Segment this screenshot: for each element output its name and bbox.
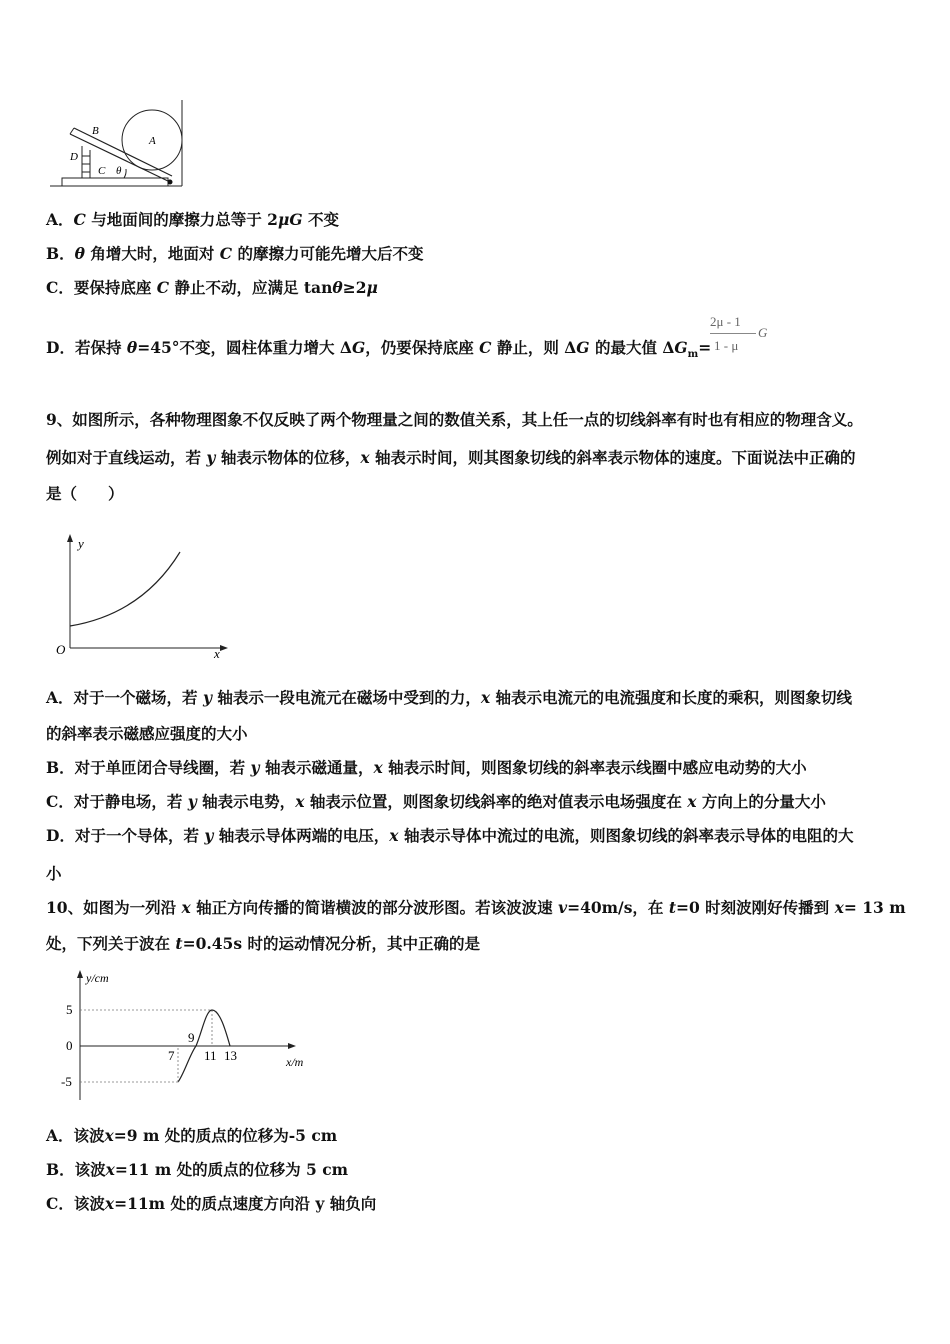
q10-y-axis-label: y/cm [86, 971, 109, 985]
q10-stem-line1: 10、如图为一列沿 x 轴正方向传播的简谐横波的部分波形图。若该波波速 v=40m/s，在 t=0 时刻波刚好传播到 x= 13 m [46, 898, 906, 917]
q10-x-tick-9: 9 [188, 1030, 195, 1045]
q8-label-c: C [98, 165, 106, 177]
q8-figure [46, 96, 196, 192]
q10-y-tick-0: 0 [66, 1038, 73, 1053]
q9-option-a-line1: A．对于一个磁场，若 y 轴表示一段电流元在磁场中受到的力，x 轴表示电流元的电流强度和长度的乘积，则图象切线 [46, 688, 853, 707]
q9-graph [52, 530, 232, 660]
q8-label-b: B [92, 125, 99, 137]
q9-option-b: B．对于单匝闭合导线圈，若 y 轴表示磁通量，x 轴表示时间，则图象切线的斜率表示线圈中感应电动势的大小 [46, 758, 807, 777]
q8-option-a: A．C 与地面间的摩擦力总等于 2μG 不变 [46, 210, 339, 229]
q8-figure-svg [46, 96, 196, 192]
q8-option-d: D．若保持 θ=45°不变，圆柱体重力增大 ΔG，仍要保持底座 C 静止，则 ΔG 的最大值 $\Delta G_m=$ [46, 338, 712, 361]
q8-fraction [706, 314, 776, 358]
q8-label-theta: θ [116, 165, 122, 177]
q9-option-d-line1: D．对于一个导体，若 y 轴表示导体两端的电压，x 轴表示导体中流过的电流，则图象切线的斜率表示导体的电阻的大 [46, 826, 854, 845]
q8-option-b: B．θ 角增大时，地面对 C 的摩擦力可能先增大后不变 [46, 244, 424, 263]
q10-x-axis-label: x/m [286, 1055, 304, 1069]
q10-stem-line2: 处，下列关于波在 t=0.45s 时的运动情况分析，其中正确的是 [46, 934, 480, 953]
q8-option-c: C．要保持底座 C 静止不动，应满足 tanθ≥2μ [46, 278, 378, 297]
q8-fraction-denominator: 1 - μ [714, 338, 739, 353]
q8-fraction-numerator: 2μ - 1 [710, 314, 741, 329]
q10-y-tick-neg5: -5 [61, 1074, 72, 1089]
q10-wave-graph [56, 966, 326, 1106]
q10-option-a: A．该波x=9 m 处的质点的位移为-5 cm [46, 1126, 338, 1145]
q9-x-axis-label: x [214, 646, 220, 660]
q9-graph-svg [52, 530, 232, 660]
q9-option-a-line2: 的斜率表示磁感应强度的大小 [46, 724, 248, 743]
q8-fraction-g: G [758, 325, 768, 340]
q9-stem-line1: 9、如图所示，各种物理图象不仅反映了两个物理量之间的数值关系，其上任一点的切线斜率有时也有相应的物理含义。 [46, 410, 863, 429]
q10-x-tick-11: 11 [204, 1048, 217, 1063]
q9-stem-line2: 例如对于直线运动，若 y 轴表示物体的位移，x 轴表示时间，则其图象切线的斜率表示物体的速度。下面说法中正确的 [46, 448, 856, 467]
q10-option-c: C．该波x=11m 处的质点速度方向沿 y 轴负向 [46, 1194, 377, 1213]
q10-y-tick-5: 5 [66, 1002, 73, 1017]
q9-y-axis-label: y [78, 536, 84, 551]
q9-option-d-line2: 小 [46, 864, 62, 883]
q10-x-tick-13: 13 [224, 1048, 237, 1063]
q10-x-tick-7: 7 [168, 1048, 175, 1063]
q9-origin-label: O [56, 642, 66, 657]
q8-label-d: D [70, 151, 78, 163]
q10-option-b: B．该波x=11 m 处的质点的位移为 5 cm [46, 1160, 349, 1179]
q8-fraction-bar [710, 333, 756, 334]
q9-option-c: C．对于静电场，若 y 轴表示电势，x 轴表示位置，则图象切线斜率的绝对值表示电场强度在 x 方向上的分量大小 [46, 792, 826, 811]
q9-stem-line3: 是（ ） [46, 484, 124, 503]
q8-label-a: A [149, 135, 156, 147]
q10-wave-graph-svg [56, 966, 326, 1106]
